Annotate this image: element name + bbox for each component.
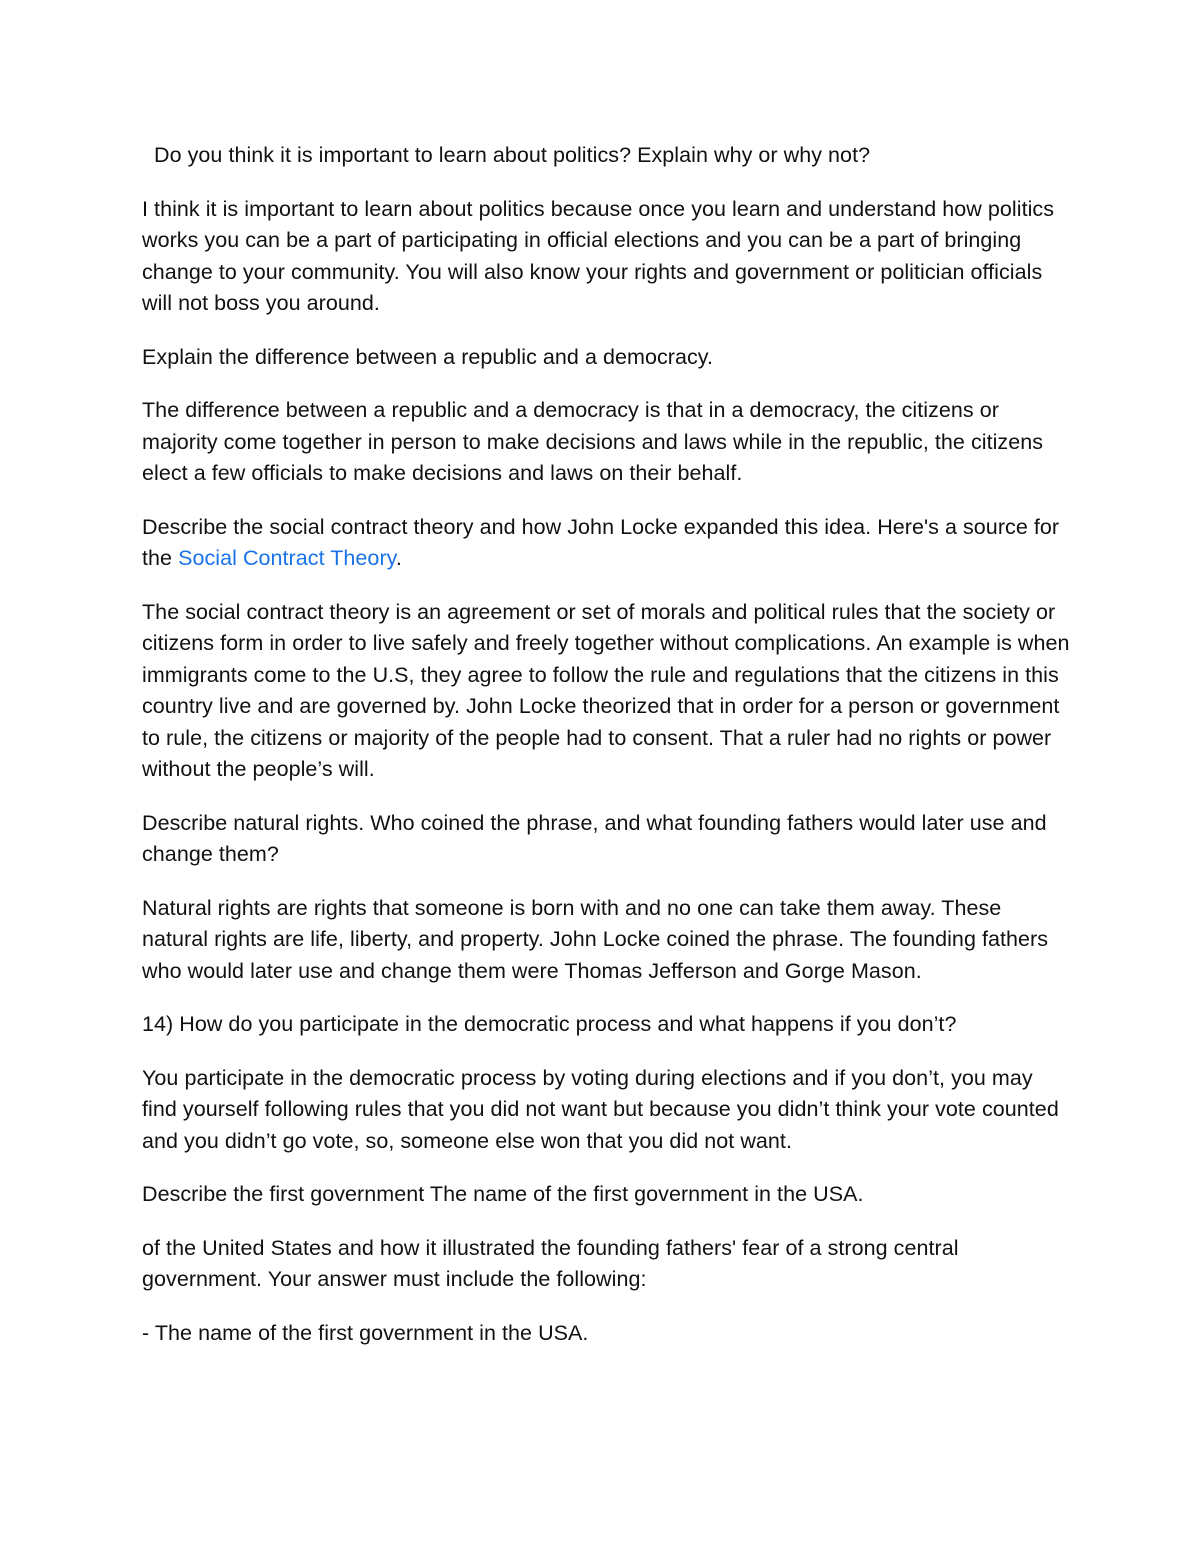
requirement-list-item: - The name of the first government in the USA. [142,1320,589,1345]
question-social-contract-text: Describe the social contract theory and how John Locke expanded this idea. Here's a source for the [142,514,1060,570]
answer-politics: I think it is important to learn about politics because once you learn and understand how politics works you can be a part of participating in official elections and you can be a part of bringing change to your community. You will also know your rights and government or politician officials will not boss you around. [142,196,1055,315]
answer-republic-democracy: The difference between a republic and a democracy is that in a democracy, the citizens or majority come together in person to make decisions and laws while in the republic, the citizens elect a few officials to make decisions and laws on their behalf. [142,398,1044,485]
document-body [142,140,1072,1371]
answer-social-contract: The social contract theory is an agreement or set of morals and political rules that the society or citizens form in order to live safely and freely together without complications. An example is when immigrants come to the U.S, they agree to follow the rule and regulations that the citizens in this country live and are governed by. John Locke theorized that in order for a person or government to rule, the citizens or majority of the people had to consent. That a ruler had no rights or power without the people’s will. [142,599,1070,781]
answer-democratic-process: You participate in the democratic process by voting during elections and if you don’t, you may find yourself following rules that you did not want but because you didn’t think your vote counted and you didn’t go vote, so, someone else won that you did not want. [142,1065,1059,1153]
question-politics: Do you think it is important to learn about politics? Explain why or why not? [154,143,871,167]
answer-natural-rights: Natural rights are rights that someone is born with and no one can take them away. These natural rights are life, liberty, and property. John Locke coined the phrase. The founding fathers who would later use and change them were Thomas Jefferson and Gorge Mason. [142,895,1049,983]
social-contract-theory-link[interactable]: Social Contract Theory [178,546,396,570]
question-democratic-process: 14) How do you participate in the democratic process and what happens if you don’t? [142,1012,957,1036]
question-social-contract-end: . [395,546,402,570]
question-natural-rights: Describe natural rights. Who coined the phrase, and what founding fathers would later use and change them? [142,810,1047,866]
question-first-government-continued: of the United States and how it illustrated the founding fathers' fear of a strong central government. Your answer must include the following: [142,1235,959,1291]
question-social-contract [142,512,1072,575]
question-first-government: Describe the first government The name of the first government in the USA. [142,1182,864,1206]
question-republic-democracy: Explain the difference between a republic and a democracy. [142,344,714,369]
